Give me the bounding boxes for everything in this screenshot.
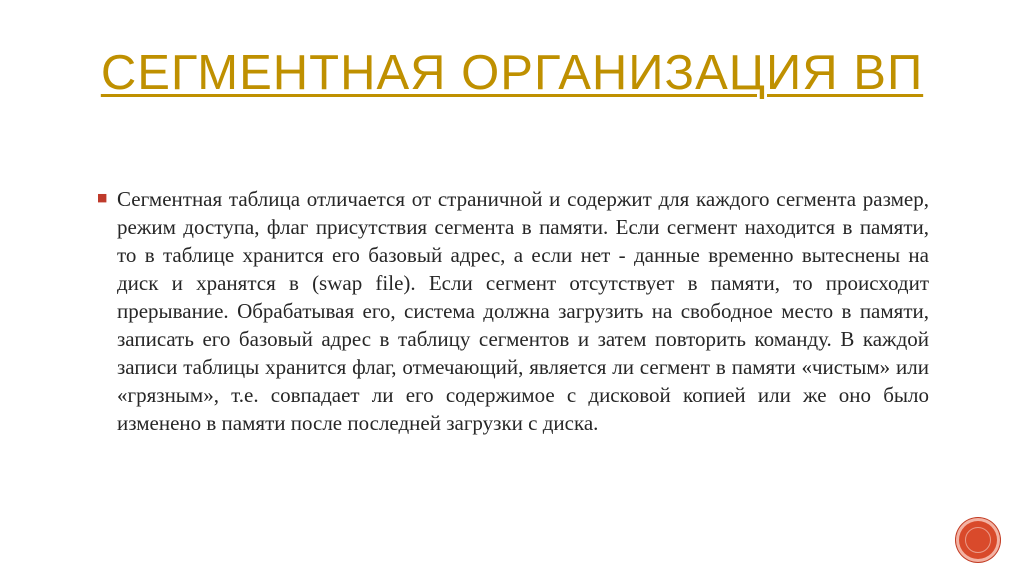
slide-title: СЕГМЕНТНАЯ ОРГАНИЗАЦИЯ ВП <box>100 46 924 100</box>
circle-decoration-icon <box>959 521 997 559</box>
slide-body <box>97 185 929 437</box>
bullet-text: Сегментная таблица отличается от страничной и содержит для каждого сегмента размер, режим доступа, флаг присутствия сегмента в памяти. Если сегмент находится в памяти, то в таблице хранится его базовый адрес, а если нет - данные временно вытеснены на диск и хранятся в (swap file). Если сегмент отсутствует в памяти, то происходит прерывание. Обрабатывая его, система должна загрузить на свободное место в памяти, записать его базовый адрес в таблицу сегментов и затем повторить команду. В каждой записи таблицы хранится флаг, отмечающий, является ли сегмент в памяти «чистым» или «грязным», т.е. совпадает ли его содержимое с дисковой копией или же оно было изменено в памяти после последней загрузки с диска. <box>117 187 929 435</box>
square-bullet-icon: ■ <box>97 191 108 204</box>
